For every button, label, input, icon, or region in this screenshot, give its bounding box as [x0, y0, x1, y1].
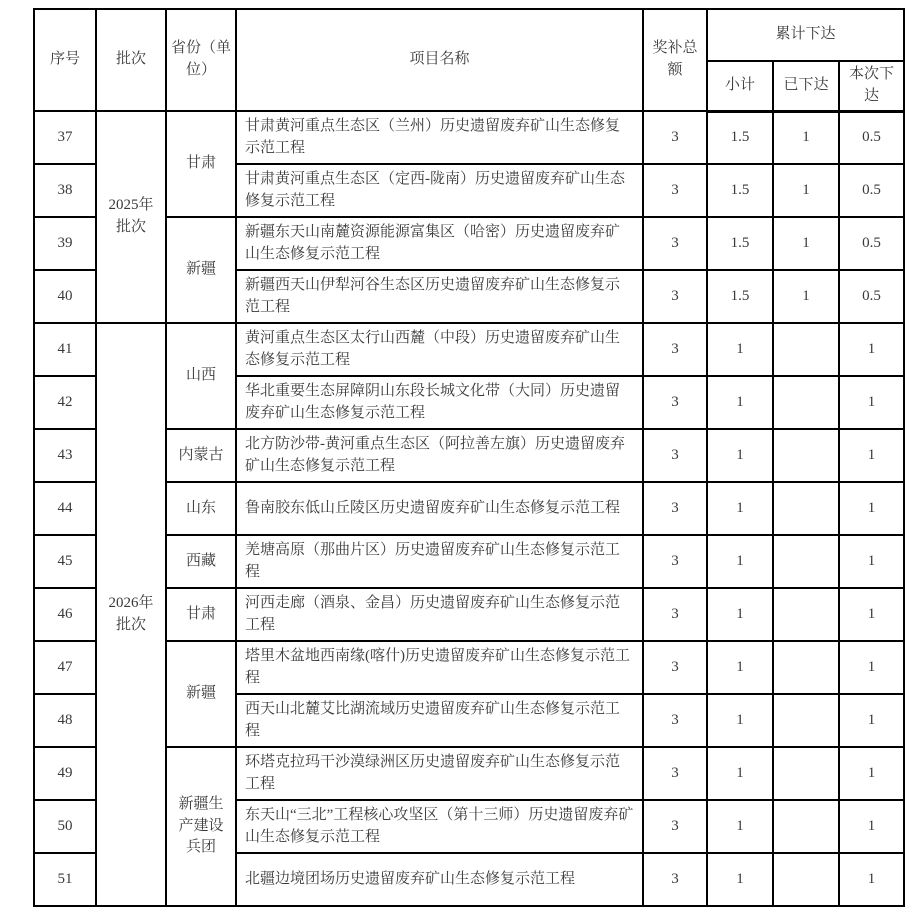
table-row [34, 323, 904, 376]
cell-no: 49 [34, 747, 96, 800]
header-row-1 [34, 9, 904, 61]
cell-total: 3 [643, 323, 707, 376]
cell-no: 51 [34, 853, 96, 906]
cell-project: 甘肃黄河重点生态区（兰州）历史遗留废弃矿山生态修复示范工程 [236, 111, 643, 164]
cell-no: 50 [34, 800, 96, 853]
cell-project: 黄河重点生态区太行山西麓（中段）历史遗留废弃矿山生态修复示范工程 [236, 323, 643, 376]
cell-total: 3 [643, 853, 707, 906]
cell-current: 1 [839, 323, 904, 376]
cell-project: 新疆东天山南麓资源能源富集区（哈密）历史遗留废弃矿山生态修复示范工程 [236, 217, 643, 270]
col-header-cumulative: 累计下达 [707, 9, 904, 61]
cell-project: 甘肃黄河重点生态区（定西-陇南）历史遗留废弃矿山生态修复示范工程 [236, 164, 643, 217]
cell-total: 3 [643, 111, 707, 164]
cell-issued [773, 323, 839, 376]
cell-issued: 1 [773, 217, 839, 270]
cell-project: 鲁南胶东低山丘陵区历史遗留废弃矿山生态修复示范工程 [236, 482, 643, 535]
cell-subtotal: 1 [707, 641, 773, 694]
cell-current: 0.5 [839, 217, 904, 270]
cell-project: 华北重要生态屏障阴山东段长城文化带（大同）历史遗留废弃矿山生态修复示范工程 [236, 376, 643, 429]
cell-current: 0.5 [839, 164, 904, 217]
cell-no: 40 [34, 270, 96, 323]
cell-subtotal: 1 [707, 323, 773, 376]
cell-issued [773, 747, 839, 800]
cell-subtotal: 1 [707, 535, 773, 588]
col-header-subtotal: 小计 [707, 61, 773, 111]
cell-total: 3 [643, 800, 707, 853]
cell-current: 0.5 [839, 270, 904, 323]
cell-subtotal: 1.5 [707, 164, 773, 217]
cell-project: 西天山北麓艾比湖流域历史遗留废弃矿山生态修复示范工程 [236, 694, 643, 747]
cell-province: 内蒙古 [166, 429, 236, 482]
col-header-issued: 已下达 [773, 61, 839, 111]
cell-subtotal: 1 [707, 800, 773, 853]
cell-subtotal: 1 [707, 429, 773, 482]
cell-issued [773, 641, 839, 694]
cell-subtotal: 1 [707, 588, 773, 641]
col-header-total: 奖补总额 [643, 9, 707, 111]
cell-province: 西藏 [166, 535, 236, 588]
cell-project: 新疆西天山伊犁河谷生态区历史遗留废弃矿山生态修复示范工程 [236, 270, 643, 323]
cell-issued [773, 694, 839, 747]
col-header-batch: 批次 [96, 9, 166, 111]
cell-no: 47 [34, 641, 96, 694]
cell-project: 羌塘高原（那曲片区）历史遗留废弃矿山生态修复示范工程 [236, 535, 643, 588]
cell-no: 41 [34, 323, 96, 376]
cell-subtotal: 1.5 [707, 217, 773, 270]
cell-issued: 1 [773, 270, 839, 323]
cell-total: 3 [643, 588, 707, 641]
cell-province: 甘肃 [166, 588, 236, 641]
col-header-no: 序号 [34, 9, 96, 111]
cell-subtotal: 1.5 [707, 111, 773, 164]
cell-total: 3 [643, 429, 707, 482]
cell-issued: 1 [773, 164, 839, 217]
cell-province: 甘肃 [166, 111, 236, 217]
cell-total: 3 [643, 270, 707, 323]
cell-project: 北疆边境团场历史遗留废弃矿山生态修复示范工程 [236, 853, 643, 906]
cell-no: 42 [34, 376, 96, 429]
cell-issued [773, 376, 839, 429]
cell-province: 新疆生产建设兵团 [166, 747, 236, 906]
cell-no: 43 [34, 429, 96, 482]
cell-subtotal: 1 [707, 482, 773, 535]
cell-current: 1 [839, 482, 904, 535]
cell-province: 新疆 [166, 217, 236, 323]
cell-issued [773, 588, 839, 641]
cell-project: 河西走廊（酒泉、金昌）历史遗留废弃矿山生态修复示范工程 [236, 588, 643, 641]
cell-current: 1 [839, 535, 904, 588]
cell-current: 1 [839, 429, 904, 482]
col-header-province: 省份（单位） [166, 9, 236, 111]
cell-total: 3 [643, 747, 707, 800]
cell-subtotal: 1 [707, 694, 773, 747]
cell-issued [773, 800, 839, 853]
cell-subtotal: 1 [707, 376, 773, 429]
cell-no: 44 [34, 482, 96, 535]
cell-project: 环塔克拉玛干沙漠绿洲区历史遗留废弃矿山生态修复示范工程 [236, 747, 643, 800]
cell-current: 1 [839, 376, 904, 429]
table-row [34, 111, 904, 164]
cell-issued: 1 [773, 111, 839, 164]
cell-subtotal: 1 [707, 853, 773, 906]
cell-batch-2025: 2025年批次 [96, 111, 166, 323]
cell-province: 新疆 [166, 641, 236, 747]
cell-total: 3 [643, 376, 707, 429]
cell-total: 3 [643, 217, 707, 270]
cell-issued [773, 429, 839, 482]
cell-province: 山东 [166, 482, 236, 535]
cell-project: 东天山“三北”工程核心攻坚区（第十三师）历史遗留废弃矿山生态修复示范工程 [236, 800, 643, 853]
cell-current: 1 [839, 641, 904, 694]
cell-no: 46 [34, 588, 96, 641]
cell-no: 38 [34, 164, 96, 217]
cell-total: 3 [643, 482, 707, 535]
cell-no: 48 [34, 694, 96, 747]
cell-current: 1 [839, 800, 904, 853]
cell-project: 北方防沙带-黄河重点生态区（阿拉善左旗）历史遗留废弃矿山生态修复示范工程 [236, 429, 643, 482]
cell-project: 塔里木盆地西南缘(喀什)历史遗留废弃矿山生态修复示范工程 [236, 641, 643, 694]
col-header-project: 项目名称 [236, 9, 643, 111]
subsidy-table [33, 8, 905, 907]
cell-subtotal: 1.5 [707, 270, 773, 323]
cell-no: 37 [34, 111, 96, 164]
cell-issued [773, 482, 839, 535]
cell-batch-2026: 2026年批次 [96, 323, 166, 906]
cell-total: 3 [643, 694, 707, 747]
cell-province: 山西 [166, 323, 236, 429]
cell-total: 3 [643, 641, 707, 694]
cell-current: 1 [839, 588, 904, 641]
cell-total: 3 [643, 164, 707, 217]
cell-no: 39 [34, 217, 96, 270]
cell-issued [773, 535, 839, 588]
cell-current: 1 [839, 694, 904, 747]
cell-total: 3 [643, 535, 707, 588]
cell-issued [773, 853, 839, 906]
cell-no: 45 [34, 535, 96, 588]
cell-current: 1 [839, 747, 904, 800]
col-header-current: 本次下达 [839, 61, 904, 111]
cell-current: 1 [839, 853, 904, 906]
cell-current: 0.5 [839, 111, 904, 164]
cell-subtotal: 1 [707, 747, 773, 800]
